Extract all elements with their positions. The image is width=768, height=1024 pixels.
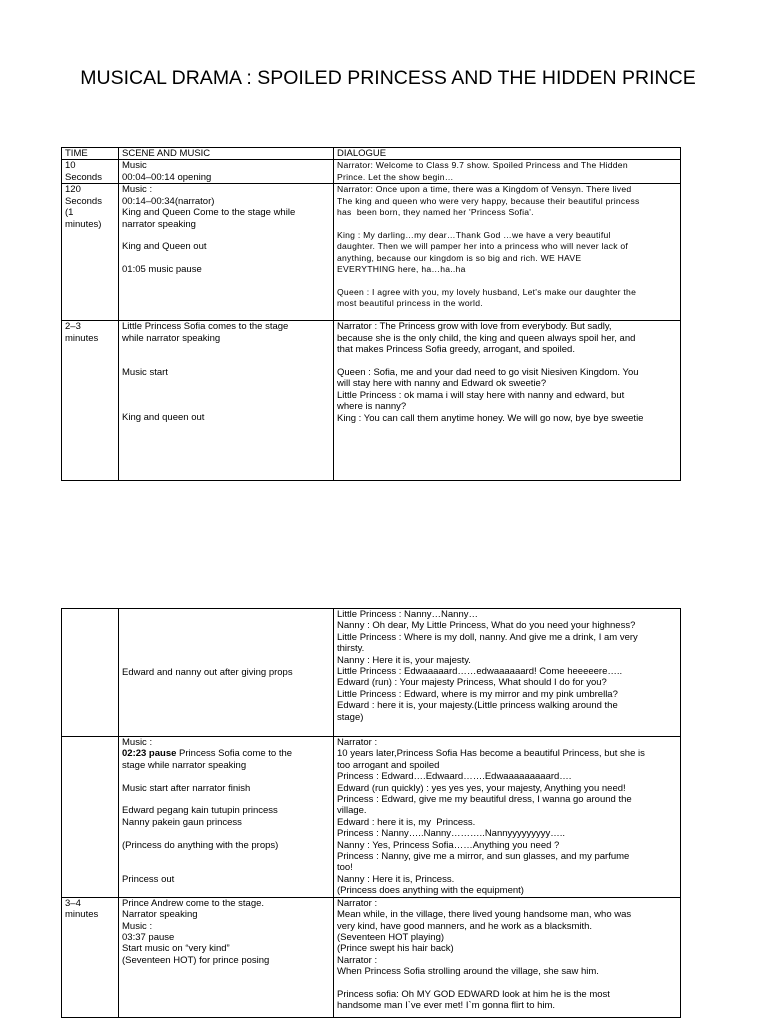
dialogue-line: Little Princess : ok mama i will stay here with nanny and edward, but xyxy=(337,389,625,401)
scene-text: stage while narrator speaking xyxy=(122,759,247,771)
dialogue-line: The king and queen who were very happy, because their beautiful princess xyxy=(337,195,640,206)
scene-text xyxy=(122,748,330,759)
table-row xyxy=(62,184,681,321)
dialogue-cell xyxy=(334,609,681,737)
scene-text: Music : xyxy=(122,184,153,196)
scene-text: while narrator speaking xyxy=(122,332,221,344)
dialogue-line: too! xyxy=(337,862,353,874)
document-title: MUSICAL DRAMA : SPOILED PRINCESS AND THE HIDDEN PRINCE xyxy=(80,67,696,89)
time-cell xyxy=(62,737,119,898)
dialogue-line: Nanny : Oh dear, My Little Princess, What do you need your highness? xyxy=(337,620,636,632)
time-cell xyxy=(62,184,119,321)
dialogue-line: Edward (run) : Your majesty Princess, What should I do for you? xyxy=(337,677,607,689)
dialogue-line: village. xyxy=(337,805,367,817)
dialogue-line: has been born, they named her 'Princess Sofia'. xyxy=(337,207,534,218)
dialogue-line: Queen : Sofia, me and your dad need to go visit Niesiven Kingdom. You xyxy=(337,367,639,379)
scene-text: (Princess do anything with the props) xyxy=(122,839,279,851)
dialogue-cell xyxy=(334,321,681,481)
table-row xyxy=(62,321,681,481)
time-text: 2–3 xyxy=(65,321,81,333)
scene-text: Edward pegang kain tutupin princess xyxy=(122,805,278,817)
time-text: minutes xyxy=(65,332,99,344)
time-text: 3–4 xyxy=(65,897,81,909)
dialogue-line: When Princess Sofia strolling around the village, she saw him. xyxy=(337,966,599,978)
time-text: minutes xyxy=(65,909,99,921)
dialogue-line: Princess : Nanny…..Nanny………..Nannyyyyyyyyy….. xyxy=(337,828,566,840)
header-dialogue: DIALOGUE xyxy=(334,148,681,160)
table-row xyxy=(62,897,681,1017)
dialogue-line: (Prince swept his hair back) xyxy=(337,943,454,955)
dialogue-line: will stay here with nanny and Edward ok sweetie? xyxy=(337,378,547,390)
dialogue-line: Prince. Let the show begin… xyxy=(337,171,454,182)
dialogue-line: most beautiful princess in the world. xyxy=(337,298,483,309)
dialogue-line: Nanny : Here it is, your majesty. xyxy=(337,654,471,666)
table-row xyxy=(62,737,681,898)
dialogue-line: Narrator : xyxy=(337,897,378,909)
scene-cell xyxy=(119,160,334,184)
dialogue-line: (Princess does anything with the equipment) xyxy=(337,885,524,897)
scene-text: 00:04–00:14 opening xyxy=(122,171,212,183)
dialogue-line: Queen : I agree with you, my lovely husband, Let's make our daughter the xyxy=(337,287,637,298)
scene-text-inline: Princess Sofia come to the xyxy=(179,748,293,760)
time-text: 120 xyxy=(65,184,81,196)
dialogue-line: too arrogant and spoiled xyxy=(337,759,440,771)
dialogue-line: because she is the only child, the king and queen always spoil her, and xyxy=(337,332,636,344)
dialogue-line: (Seventeen HOT playing) xyxy=(337,931,445,943)
dialogue-line: Edward : here it is, your majesty.(Little princess walking around the xyxy=(337,700,618,712)
dialogue-line: Narrator : xyxy=(337,954,378,966)
dialogue-line: where is nanny? xyxy=(337,401,407,413)
scene-text: Edward and nanny out after giving props xyxy=(122,666,293,678)
dialogue-cell xyxy=(334,897,681,1017)
time-cell xyxy=(62,609,119,737)
dialogue-line: Narrator : xyxy=(337,737,378,748)
dialogue-line: Narrator: Once upon a time, there was a Kingdom of Vensyn. There lived xyxy=(337,184,632,195)
scene-cell xyxy=(119,321,334,481)
dialogue-line: that makes Princess Sofia greedy, arrogant, and spoiled. xyxy=(337,344,575,356)
dialogue-line: Little Princess : Edwaaaaard……edwaaaaaard! Come heeeeere….. xyxy=(337,666,623,678)
scene-text: King and queen out xyxy=(122,412,205,424)
time-text: (1 xyxy=(65,207,74,219)
script-table-2 xyxy=(61,608,681,1018)
scene-text: Nanny pakein gaun princess xyxy=(122,816,242,828)
time-cell xyxy=(62,160,119,184)
scene-text: Little Princess Sofia comes to the stage xyxy=(122,321,289,333)
dialogue-cell xyxy=(334,737,681,898)
dialogue-line: EVERYTHING here, ha…ha..ha xyxy=(337,264,466,275)
dialogue-line: King : My darling…my dear…Thank God …we have a very beautiful xyxy=(337,230,611,241)
dialogue-line: stage) xyxy=(337,711,364,723)
dialogue-line: thirsty. xyxy=(337,643,365,655)
scene-text: Music : xyxy=(122,737,153,748)
dialogue-line: Little Princess : Where is my doll, nanny. And give me a drink, I am very xyxy=(337,631,638,643)
dialogue-line: Princess sofia: Oh MY GOD EDWARD look at him he is the most xyxy=(337,988,610,1000)
scene-text: Music start xyxy=(122,367,168,379)
scene-text: (Seventeen HOT) for prince posing xyxy=(122,954,270,966)
header-time: TIME xyxy=(62,148,119,160)
dialogue-line: Princess : Edward, give me my beautiful dress, I wanna go around the xyxy=(337,794,632,806)
scene-cell xyxy=(119,897,334,1017)
header-row xyxy=(62,148,681,160)
dialogue-line: anything, because our kingdom is so big and rich. WE HAVE xyxy=(337,252,582,263)
dialogue-line: Princess : Nanny, give me a mirror, and sun glasses, and my parfume xyxy=(337,851,630,863)
time-text: 10 xyxy=(65,160,76,172)
dialogue-cell xyxy=(334,184,681,321)
scene-text: King and Queen out xyxy=(122,241,207,253)
dialogue-cell xyxy=(334,160,681,184)
time-text: Seconds xyxy=(65,171,102,183)
dialogue-line: Nanny : Yes, Princess Sofia……Anything you need ? xyxy=(337,839,560,851)
scene-text: Music start after narrator finish xyxy=(122,782,251,794)
time-cell xyxy=(62,321,119,481)
dialogue-line: Edward : here it is, my Princess. xyxy=(337,816,476,828)
table-row xyxy=(62,609,681,737)
scene-text: King and Queen Come to the stage while xyxy=(122,207,296,219)
scene-cell xyxy=(119,737,334,898)
time-text: Seconds xyxy=(65,195,102,207)
time-cell xyxy=(62,897,119,1017)
dialogue-line: handsome man I`ve ever met! I`m gonna flirt to him. xyxy=(337,1000,556,1012)
dialogue-line: Edward (run quickly) : yes yes yes, your majesty, Anything you need! xyxy=(337,782,626,794)
header-scene: SCENE AND MUSIC xyxy=(119,148,334,160)
script-table-1 xyxy=(61,147,681,481)
dialogue-line: 10 years later,Princess Sofia Has become a beautiful Princess, but she is xyxy=(337,748,645,760)
dialogue-line: Little Princess : Nanny…Nanny… xyxy=(337,609,478,620)
scene-text: Prince Andrew come to the stage. xyxy=(122,897,265,909)
time-text: minutes) xyxy=(65,218,102,230)
table-row xyxy=(62,160,681,184)
dialogue-line: King : You can call them anytime honey. We will go now, bye bye sweetie xyxy=(337,412,644,424)
scene-text: Music : xyxy=(122,920,153,932)
scene-text: 03:37 pause xyxy=(122,931,175,943)
dialogue-line: Nanny : Here it is, Princess. xyxy=(337,873,455,885)
dialogue-line: Mean while, in the village, there lived young handsome man, who was xyxy=(337,909,632,921)
scene-text: Narrator speaking xyxy=(122,909,198,921)
dialogue-line: Little Princess : Edward, where is my mirror and my pink umbrella? xyxy=(337,688,618,700)
scene-cell xyxy=(119,609,334,737)
scene-cell xyxy=(119,184,334,321)
scene-text: narrator speaking xyxy=(122,218,196,230)
scene-text: Princess out xyxy=(122,873,175,885)
scene-text: Start music on “very kind” xyxy=(122,943,230,955)
pause-time: 02:23 pause xyxy=(122,748,177,760)
dialogue-line: very kind, have good manners, and he work as a blacksmith. xyxy=(337,920,593,932)
dialogue-line: Princess : Edward….Edwaard…….Edwaaaaaaaaard…. xyxy=(337,771,572,783)
scene-text: 01:05 music pause xyxy=(122,264,202,276)
scene-text: 00:14–00:34(narrator) xyxy=(122,195,215,207)
dialogue-line: Narrator: Welcome to Class 9.7 show. Spoiled Princess and The Hidden xyxy=(337,160,628,171)
scene-text: Music xyxy=(122,160,147,172)
dialogue-line: Narrator : The Princess grow with love from everybody. But sadly, xyxy=(337,321,612,333)
dialogue-line: daughter. Then we will pamper her into a princess who will never lack of xyxy=(337,241,629,252)
